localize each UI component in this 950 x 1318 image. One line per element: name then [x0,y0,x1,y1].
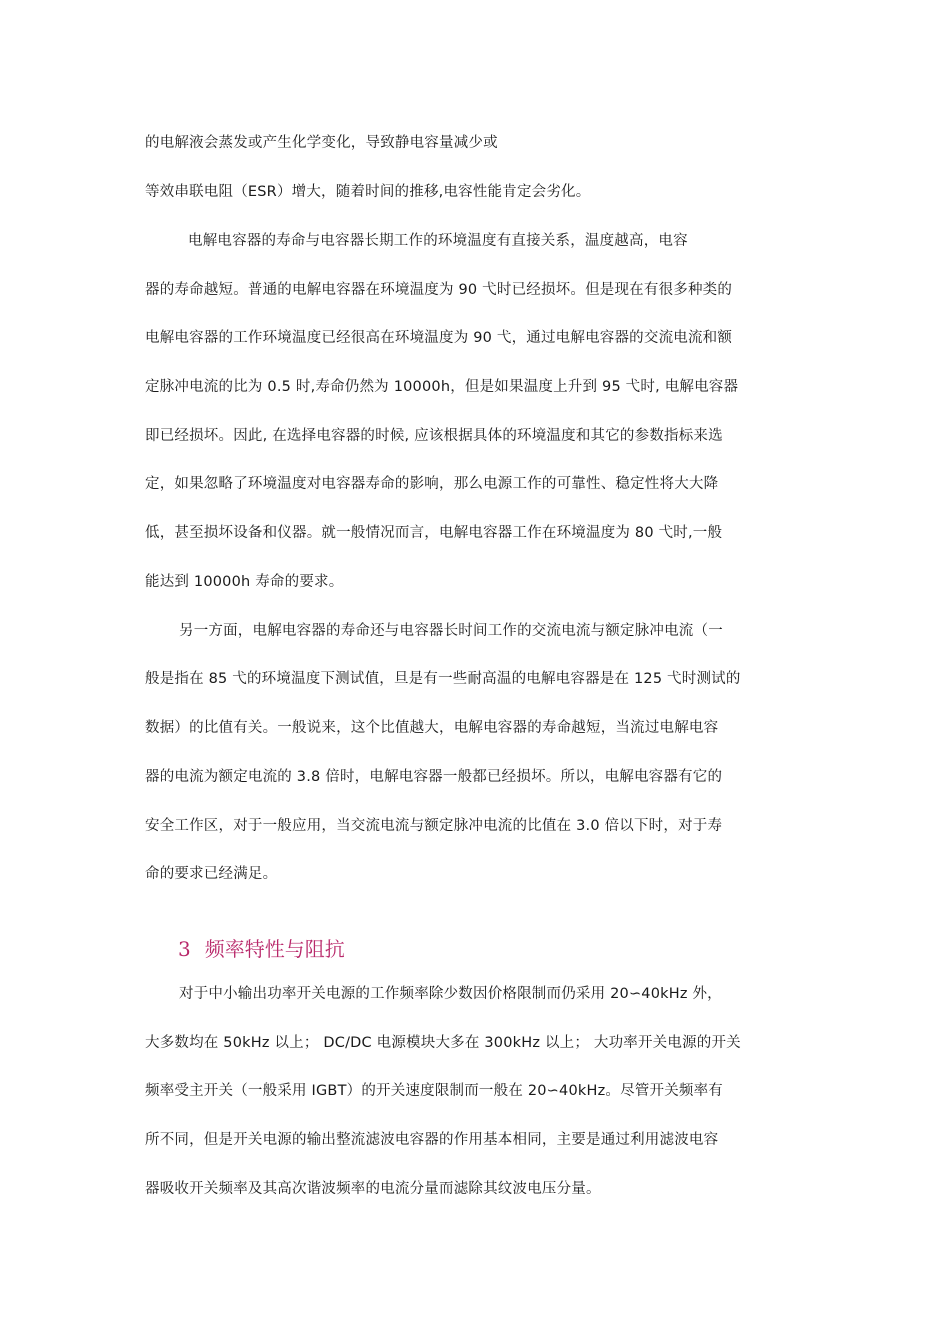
body-text-line: 的电解液会蒸发或产生化学变化，导致静电容量减少或 [145,135,498,151]
body-text-line: 另一方面，电解电容器的寿命还与电容器长时间工作的交流电流与额定脉冲电流（一 [179,623,723,639]
section-number: 3 [178,937,191,961]
body-text-line: 所不同，但是开关电源的输出整流滤波电容器的作用基本相同，主要是通过利用滤波电容 [145,1132,719,1148]
body-text-line: 电解电容器的工作环境温度已经很高在环境温度为 90 弋，通过电解电容器的交流电流和额 [145,330,733,346]
body-text-line: 定脉冲电流的比为 0.5 时,寿命仍然为 10000h，但是如果温度上升到 95 弋时, 电解电容器 [145,379,739,395]
body-text-line: 对于中小输出功率开关电源的工作频率除少数因价格限制而仍采用 20∽40kHz 外， [179,986,722,1002]
body-text-line: 即已经损坏。因此, 在选择电容器的时候, 应该根据具体的环境温度和其它的参数指标来选 [145,428,723,444]
body-text-line: 器的寿命越短。普通的电解电容器在环境温度为 90 弋时已经损坏。但是现在有很多种类的 [145,282,733,298]
body-text-line: 等效串联电阻（ESR）增大，随着时间的推移,电容性能肯定会劣化。 [145,184,591,200]
body-text-line: 能达到 10000h 寿命的要求。 [145,574,344,590]
body-text-line: 命的要求已经满足。 [145,866,278,882]
body-text-line: 电解电容器的寿命与电容器长期工作的环境温度有直接关系，温度越高，电容 [188,233,688,249]
body-text-line: 安全工作区，对于一般应用，当交流电流与额定脉冲电流的比值在 3.0 倍以下时，对于寿 [145,818,723,834]
body-text-line: 数据）的比值有关。一般说来，这个比值越大，电解电容器的寿命越短，当流过电解电容 [145,720,719,736]
body-text-line: 器吸收开关频率及其高次谐波频率的电流分量而滤除其纹波电压分量。 [145,1181,601,1197]
body-text-line: 频率受主开关（一般采用 IGBT）的开关速度限制而一般在 20∽40kHz。尽管开关频率有 [145,1083,723,1099]
body-text-line: 大多数均在 50kHz 以上； DC/DC 电源模块大多在 300kHz 以上； 大功率开关电源的开关 [145,1035,741,1051]
body-text-line: 定，如果忽略了环境温度对电容器寿命的影响，那么电源工作的可靠性、稳定性将大大降 [145,476,719,492]
body-text-line: 器的电流为额定电流的 3.8 倍时，电解电容器一般都已经损坏。所以，电解电容器有它的 [145,769,723,785]
section-heading [178,936,345,962]
section-title: 频率特性与阻抗 [204,937,345,961]
body-text-line: 低，甚至损坏设备和仪器。就一般情况而言，电解电容器工作在环境温度为 80 弋时,一般 [145,525,723,541]
body-text-line: 般是指在 85 弋的环境温度下测试值，旦是有一些耐高温的电解电容器是在 125 弋时测试的 [145,671,741,687]
